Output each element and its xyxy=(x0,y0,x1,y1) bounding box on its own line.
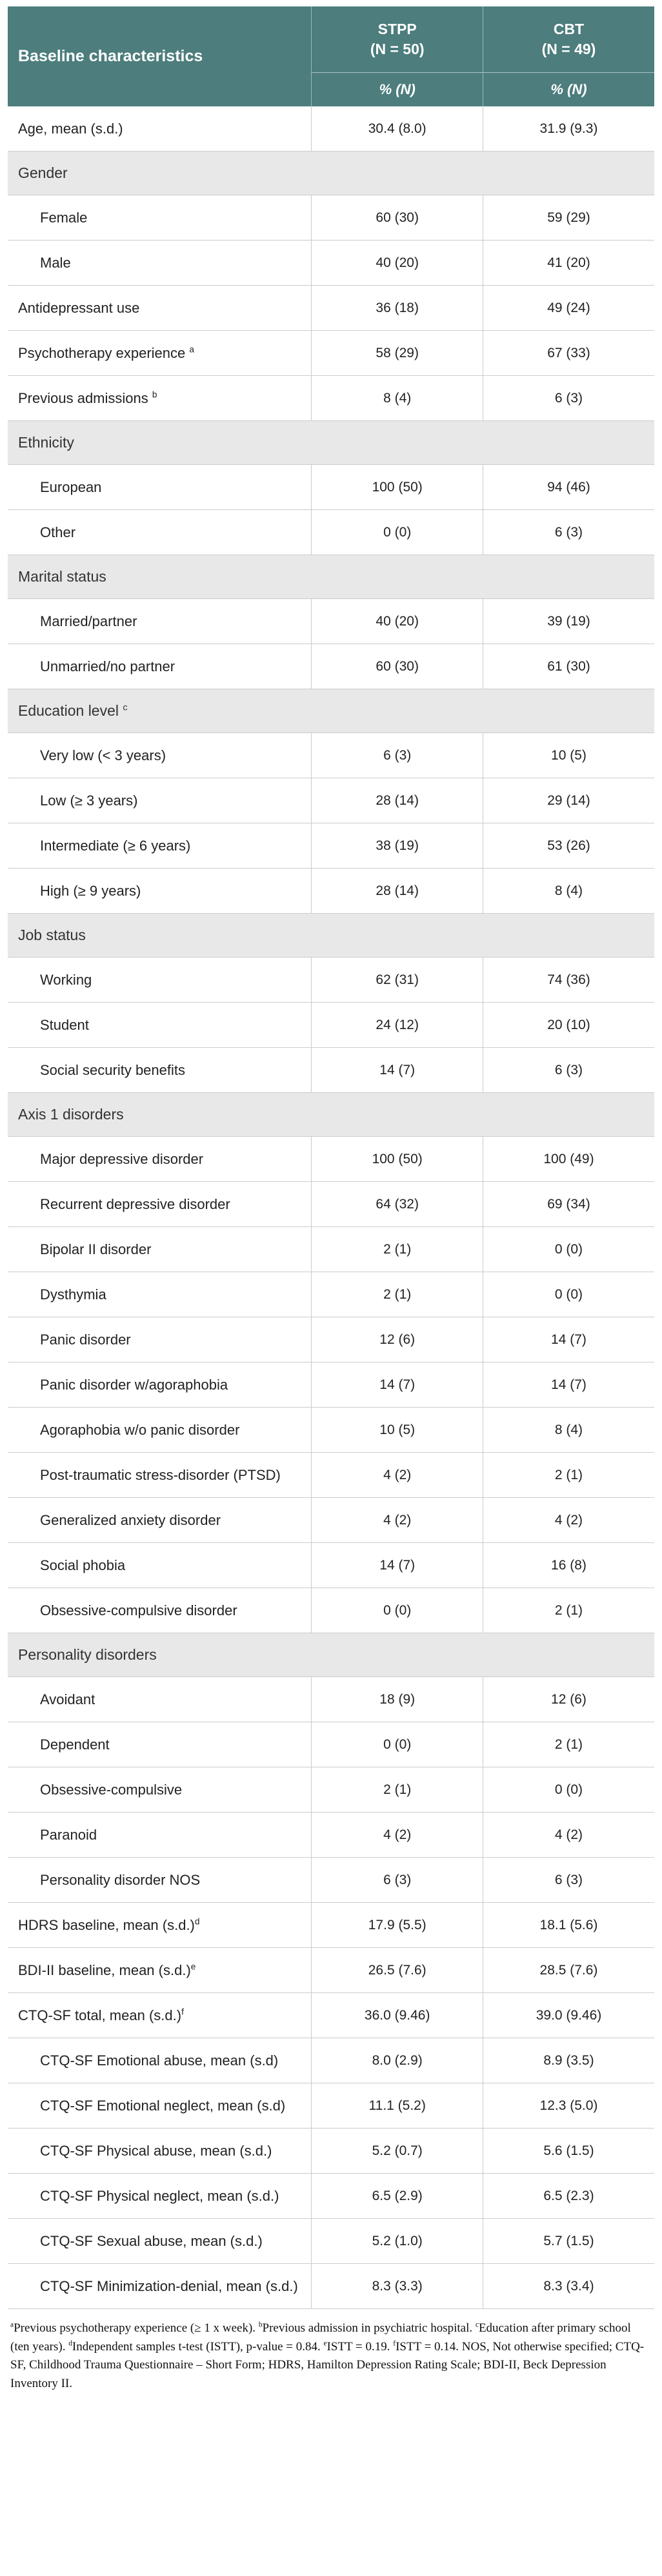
stpp-value: 6.5 (2.9) xyxy=(312,2174,483,2219)
stpp-value: 62 (31) xyxy=(312,958,483,1003)
section-row xyxy=(8,555,654,599)
header-baseline-characteristics: Baseline characteristics xyxy=(8,6,312,106)
table-row xyxy=(8,599,654,644)
row-label: CTQ-SF Minimization-denial, mean (s.d.) xyxy=(8,2264,312,2309)
table-row xyxy=(8,2038,654,2083)
cbt-value: 16 (8) xyxy=(483,1543,654,1588)
section-row xyxy=(8,689,654,733)
section-label: Education level $^c$ xyxy=(8,689,654,733)
table-row xyxy=(8,1993,654,2038)
table-row xyxy=(8,465,654,510)
row-label: Intermediate (≥ 6 years) xyxy=(8,823,312,869)
table-row xyxy=(8,1182,654,1227)
row-label: Avoidant xyxy=(8,1677,312,1722)
table-row xyxy=(8,1317,654,1362)
cbt-value: 12.3 (5.0) xyxy=(483,2083,654,2129)
section-row xyxy=(8,1093,654,1137)
cbt-value: 6.5 (2.3) xyxy=(483,2174,654,2219)
row-label: CTQ-SF Sexual abuse, mean (s.d.) xyxy=(8,2219,312,2264)
cbt-value: 39 (19) xyxy=(483,599,654,644)
stpp-value: 4 (2) xyxy=(312,1813,483,1858)
row-label: Antidepressant use xyxy=(8,286,312,331)
cbt-value: 100 (49) xyxy=(483,1137,654,1182)
table-row xyxy=(8,510,654,555)
header-stpp xyxy=(312,6,483,73)
row-label: CTQ-SF Emotional abuse, mean (s.d) xyxy=(8,2038,312,2083)
table-row xyxy=(8,331,654,376)
row-label: Agoraphobia w/o panic disorder xyxy=(8,1408,312,1453)
stpp-value: 2 (1) xyxy=(312,1767,483,1813)
stpp-value: 38 (19) xyxy=(312,823,483,869)
header-row xyxy=(8,6,654,73)
section-row xyxy=(8,914,654,958)
table-row xyxy=(8,644,654,689)
cbt-value: 29 (14) xyxy=(483,778,654,823)
table-row xyxy=(8,778,654,823)
stpp-value: 6 (3) xyxy=(312,733,483,778)
row-label: Major depressive disorder xyxy=(8,1137,312,1182)
row-label: Previous admissions $^b$ xyxy=(8,376,312,421)
section-label: Ethnicity xyxy=(8,421,654,465)
table-body xyxy=(8,106,654,2309)
cbt-value: 31.9 (9.3) xyxy=(483,106,654,152)
header-cbt xyxy=(483,6,654,73)
header-cbt-name: CBT xyxy=(553,21,585,37)
section-row xyxy=(8,1633,654,1677)
stpp-value: 8.3 (3.3) xyxy=(312,2264,483,2309)
table-row xyxy=(8,823,654,869)
cbt-value: 8.9 (3.5) xyxy=(483,2038,654,2083)
row-label: Panic disorder xyxy=(8,1317,312,1362)
cbt-value: 4 (2) xyxy=(483,1498,654,1543)
row-label: Male xyxy=(8,241,312,286)
cbt-value: 94 (46) xyxy=(483,465,654,510)
cbt-value: 8.3 (3.4) xyxy=(483,2264,654,2309)
cbt-value: 69 (34) xyxy=(483,1182,654,1227)
row-label: European xyxy=(8,465,312,510)
cbt-value: 2 (1) xyxy=(483,1588,654,1633)
table-row xyxy=(8,2083,654,2129)
row-label: Recurrent depressive disorder xyxy=(8,1182,312,1227)
section-label: Gender xyxy=(8,152,654,195)
cbt-value: 0 (0) xyxy=(483,1272,654,1317)
row-label: Social security benefits xyxy=(8,1048,312,1093)
table-row xyxy=(8,2219,654,2264)
row-label: High (≥ 9 years) xyxy=(8,869,312,914)
table-row xyxy=(8,1408,654,1453)
stpp-value: 26.5 (7.6) xyxy=(312,1948,483,1993)
stpp-value: 28 (14) xyxy=(312,778,483,823)
cbt-value: 4 (2) xyxy=(483,1813,654,1858)
table-row xyxy=(8,1588,654,1633)
table-row xyxy=(8,1227,654,1272)
header-stpp-name: STPP xyxy=(377,21,417,37)
row-label: CTQ-SF Physical neglect, mean (s.d.) xyxy=(8,2174,312,2219)
cbt-value: 74 (36) xyxy=(483,958,654,1003)
row-label: Female xyxy=(8,195,312,241)
row-label: Psychotherapy experience $^a$ xyxy=(8,331,312,376)
stpp-value: 30.4 (8.0) xyxy=(312,106,483,152)
table-row xyxy=(8,1362,654,1408)
table-row xyxy=(8,1722,654,1767)
table-row xyxy=(8,2129,654,2174)
table-row xyxy=(8,1048,654,1093)
table-row xyxy=(8,1903,654,1948)
table-row xyxy=(8,286,654,331)
table-row xyxy=(8,1137,654,1182)
table-row xyxy=(8,195,654,241)
stpp-value: 36 (18) xyxy=(312,286,483,331)
table-row xyxy=(8,106,654,152)
header-cbt-n: (N = 49) xyxy=(541,41,596,58)
stpp-value: 8.0 (2.9) xyxy=(312,2038,483,2083)
cbt-value: 67 (33) xyxy=(483,331,654,376)
subheader-stpp-percent-n: % (N) xyxy=(312,73,483,107)
row-label: Bipolar II disorder xyxy=(8,1227,312,1272)
stpp-value: 4 (2) xyxy=(312,1498,483,1543)
row-label: Very low (< 3 years) xyxy=(8,733,312,778)
table-header xyxy=(8,6,654,106)
row-label: Panic disorder w/agoraphobia xyxy=(8,1362,312,1408)
table-row xyxy=(8,376,654,421)
table-row xyxy=(8,1498,654,1543)
cbt-value: 28.5 (7.6) xyxy=(483,1948,654,1993)
cbt-value: 41 (20) xyxy=(483,241,654,286)
stpp-value: 14 (7) xyxy=(312,1543,483,1588)
row-label: Dysthymia xyxy=(8,1272,312,1317)
stpp-value: 0 (0) xyxy=(312,1722,483,1767)
row-label: Student xyxy=(8,1003,312,1048)
table-row xyxy=(8,869,654,914)
stpp-value: 2 (1) xyxy=(312,1227,483,1272)
table-row xyxy=(8,2264,654,2309)
subheader-cbt-percent-n: % (N) xyxy=(483,73,654,107)
section-row xyxy=(8,152,654,195)
stpp-value: 60 (30) xyxy=(312,644,483,689)
stpp-value: 8 (4) xyxy=(312,376,483,421)
table-row xyxy=(8,1677,654,1722)
stpp-value: 11.1 (5.2) xyxy=(312,2083,483,2129)
stpp-value: 6 (3) xyxy=(312,1858,483,1903)
row-label: Married/partner xyxy=(8,599,312,644)
baseline-characteristics-table xyxy=(8,6,654,2309)
stpp-value: 60 (30) xyxy=(312,195,483,241)
stpp-value: 100 (50) xyxy=(312,465,483,510)
table-row xyxy=(8,1858,654,1903)
row-label: CTQ-SF total, mean $(s.d.)^f$ xyxy=(8,1993,312,2038)
stpp-value: 2 (1) xyxy=(312,1272,483,1317)
row-label: Generalized anxiety disorder xyxy=(8,1498,312,1543)
header-stpp-n: (N = 50) xyxy=(370,41,425,58)
stpp-value: 17.9 (5.5) xyxy=(312,1903,483,1948)
table-row xyxy=(8,2174,654,2219)
cbt-value: 39.0 (9.46) xyxy=(483,1993,654,2038)
cbt-value: 5.6 (1.5) xyxy=(483,2129,654,2174)
stpp-value: 40 (20) xyxy=(312,599,483,644)
table-row xyxy=(8,1543,654,1588)
cbt-value: 12 (6) xyxy=(483,1677,654,1722)
row-label: Dependent xyxy=(8,1722,312,1767)
section-label: Personality disorders xyxy=(8,1633,654,1677)
cbt-value: 8 (4) xyxy=(483,1408,654,1453)
cbt-value: 0 (0) xyxy=(483,1227,654,1272)
cbt-value: 6 (3) xyxy=(483,376,654,421)
row-label: HDRS baseline, mean $(s.d.)^d$ xyxy=(8,1903,312,1948)
table-row xyxy=(8,1813,654,1858)
table-row xyxy=(8,1272,654,1317)
section-label: Job status xyxy=(8,914,654,958)
cbt-value: 2 (1) xyxy=(483,1453,654,1498)
cbt-value: 10 (5) xyxy=(483,733,654,778)
stpp-value: 24 (12) xyxy=(312,1003,483,1048)
table-row xyxy=(8,1003,654,1048)
row-label: Personality disorder NOS xyxy=(8,1858,312,1903)
stpp-value: 10 (5) xyxy=(312,1408,483,1453)
row-label: Unmarried/no partner xyxy=(8,644,312,689)
cbt-value: 20 (10) xyxy=(483,1003,654,1048)
table-row xyxy=(8,1767,654,1813)
stpp-value: 0 (0) xyxy=(312,1588,483,1633)
row-label: Post-traumatic stress-disorder (PTSD) xyxy=(8,1453,312,1498)
footnotes: $^a$Previous psychotherapy experience (≥ 1 x week). $^b$Previous admission in psychiatric hospital. $^c$Education after primary school (ten years). $^d$Independent samples t-test (ISTT), p-value = 0.84. $^e$ISTT = 0.19. $^f$ISTT = 0.14. NOS, Not otherwise specified; CTQ-SF, Childhood Trauma Questionnaire – Short Form; HDRS, Hamilton Depression Rating Scale; BDI-II, Beck Depression Inventory II. xyxy=(10,2321,645,2390)
section-row xyxy=(8,421,654,465)
table-row xyxy=(8,733,654,778)
section-label: Marital status xyxy=(8,555,654,599)
cbt-value: 14 (7) xyxy=(483,1362,654,1408)
stpp-value: 64 (32) xyxy=(312,1182,483,1227)
stpp-value: 12 (6) xyxy=(312,1317,483,1362)
cbt-value: 18.1 (5.6) xyxy=(483,1903,654,1948)
stpp-value: 40 (20) xyxy=(312,241,483,286)
row-label: Low (≥ 3 years) xyxy=(8,778,312,823)
stpp-value: 5.2 (0.7) xyxy=(312,2129,483,2174)
table-row xyxy=(8,241,654,286)
row-label: Obsessive-compulsive xyxy=(8,1767,312,1813)
table-row xyxy=(8,958,654,1003)
row-label: Working xyxy=(8,958,312,1003)
table-row xyxy=(8,1453,654,1498)
stpp-value: 58 (29) xyxy=(312,331,483,376)
table-row xyxy=(8,1948,654,1993)
cbt-value: 2 (1) xyxy=(483,1722,654,1767)
stpp-value: 18 (9) xyxy=(312,1677,483,1722)
stpp-value: 36.0 (9.46) xyxy=(312,1993,483,2038)
stpp-value: 14 (7) xyxy=(312,1362,483,1408)
row-label: Obsessive-compulsive disorder xyxy=(8,1588,312,1633)
row-label: Other xyxy=(8,510,312,555)
row-label: CTQ-SF Physical abuse, mean (s.d.) xyxy=(8,2129,312,2174)
row-label: Paranoid xyxy=(8,1813,312,1858)
cbt-value: 59 (29) xyxy=(483,195,654,241)
cbt-value: 53 (26) xyxy=(483,823,654,869)
cbt-value: 14 (7) xyxy=(483,1317,654,1362)
row-label: Social phobia xyxy=(8,1543,312,1588)
cbt-value: 61 (30) xyxy=(483,644,654,689)
cbt-value: 6 (3) xyxy=(483,510,654,555)
section-label: Axis 1 disorders xyxy=(8,1093,654,1137)
stpp-value: 0 (0) xyxy=(312,510,483,555)
row-label: Age, mean (s.d.) xyxy=(8,106,312,152)
cbt-value: 5.7 (1.5) xyxy=(483,2219,654,2264)
stpp-value: 4 (2) xyxy=(312,1453,483,1498)
cbt-value: 49 (24) xyxy=(483,286,654,331)
row-label: BDI-II baseline, mean $(s.d.)^e$ xyxy=(8,1948,312,1993)
stpp-value: 14 (7) xyxy=(312,1048,483,1093)
cbt-value: 0 (0) xyxy=(483,1767,654,1813)
cbt-value: 6 (3) xyxy=(483,1858,654,1903)
stpp-value: 5.2 (1.0) xyxy=(312,2219,483,2264)
stpp-value: 28 (14) xyxy=(312,869,483,914)
cbt-value: 8 (4) xyxy=(483,869,654,914)
cbt-value: 6 (3) xyxy=(483,1048,654,1093)
stpp-value: 100 (50) xyxy=(312,1137,483,1182)
row-label: CTQ-SF Emotional neglect, mean (s.d) xyxy=(8,2083,312,2129)
